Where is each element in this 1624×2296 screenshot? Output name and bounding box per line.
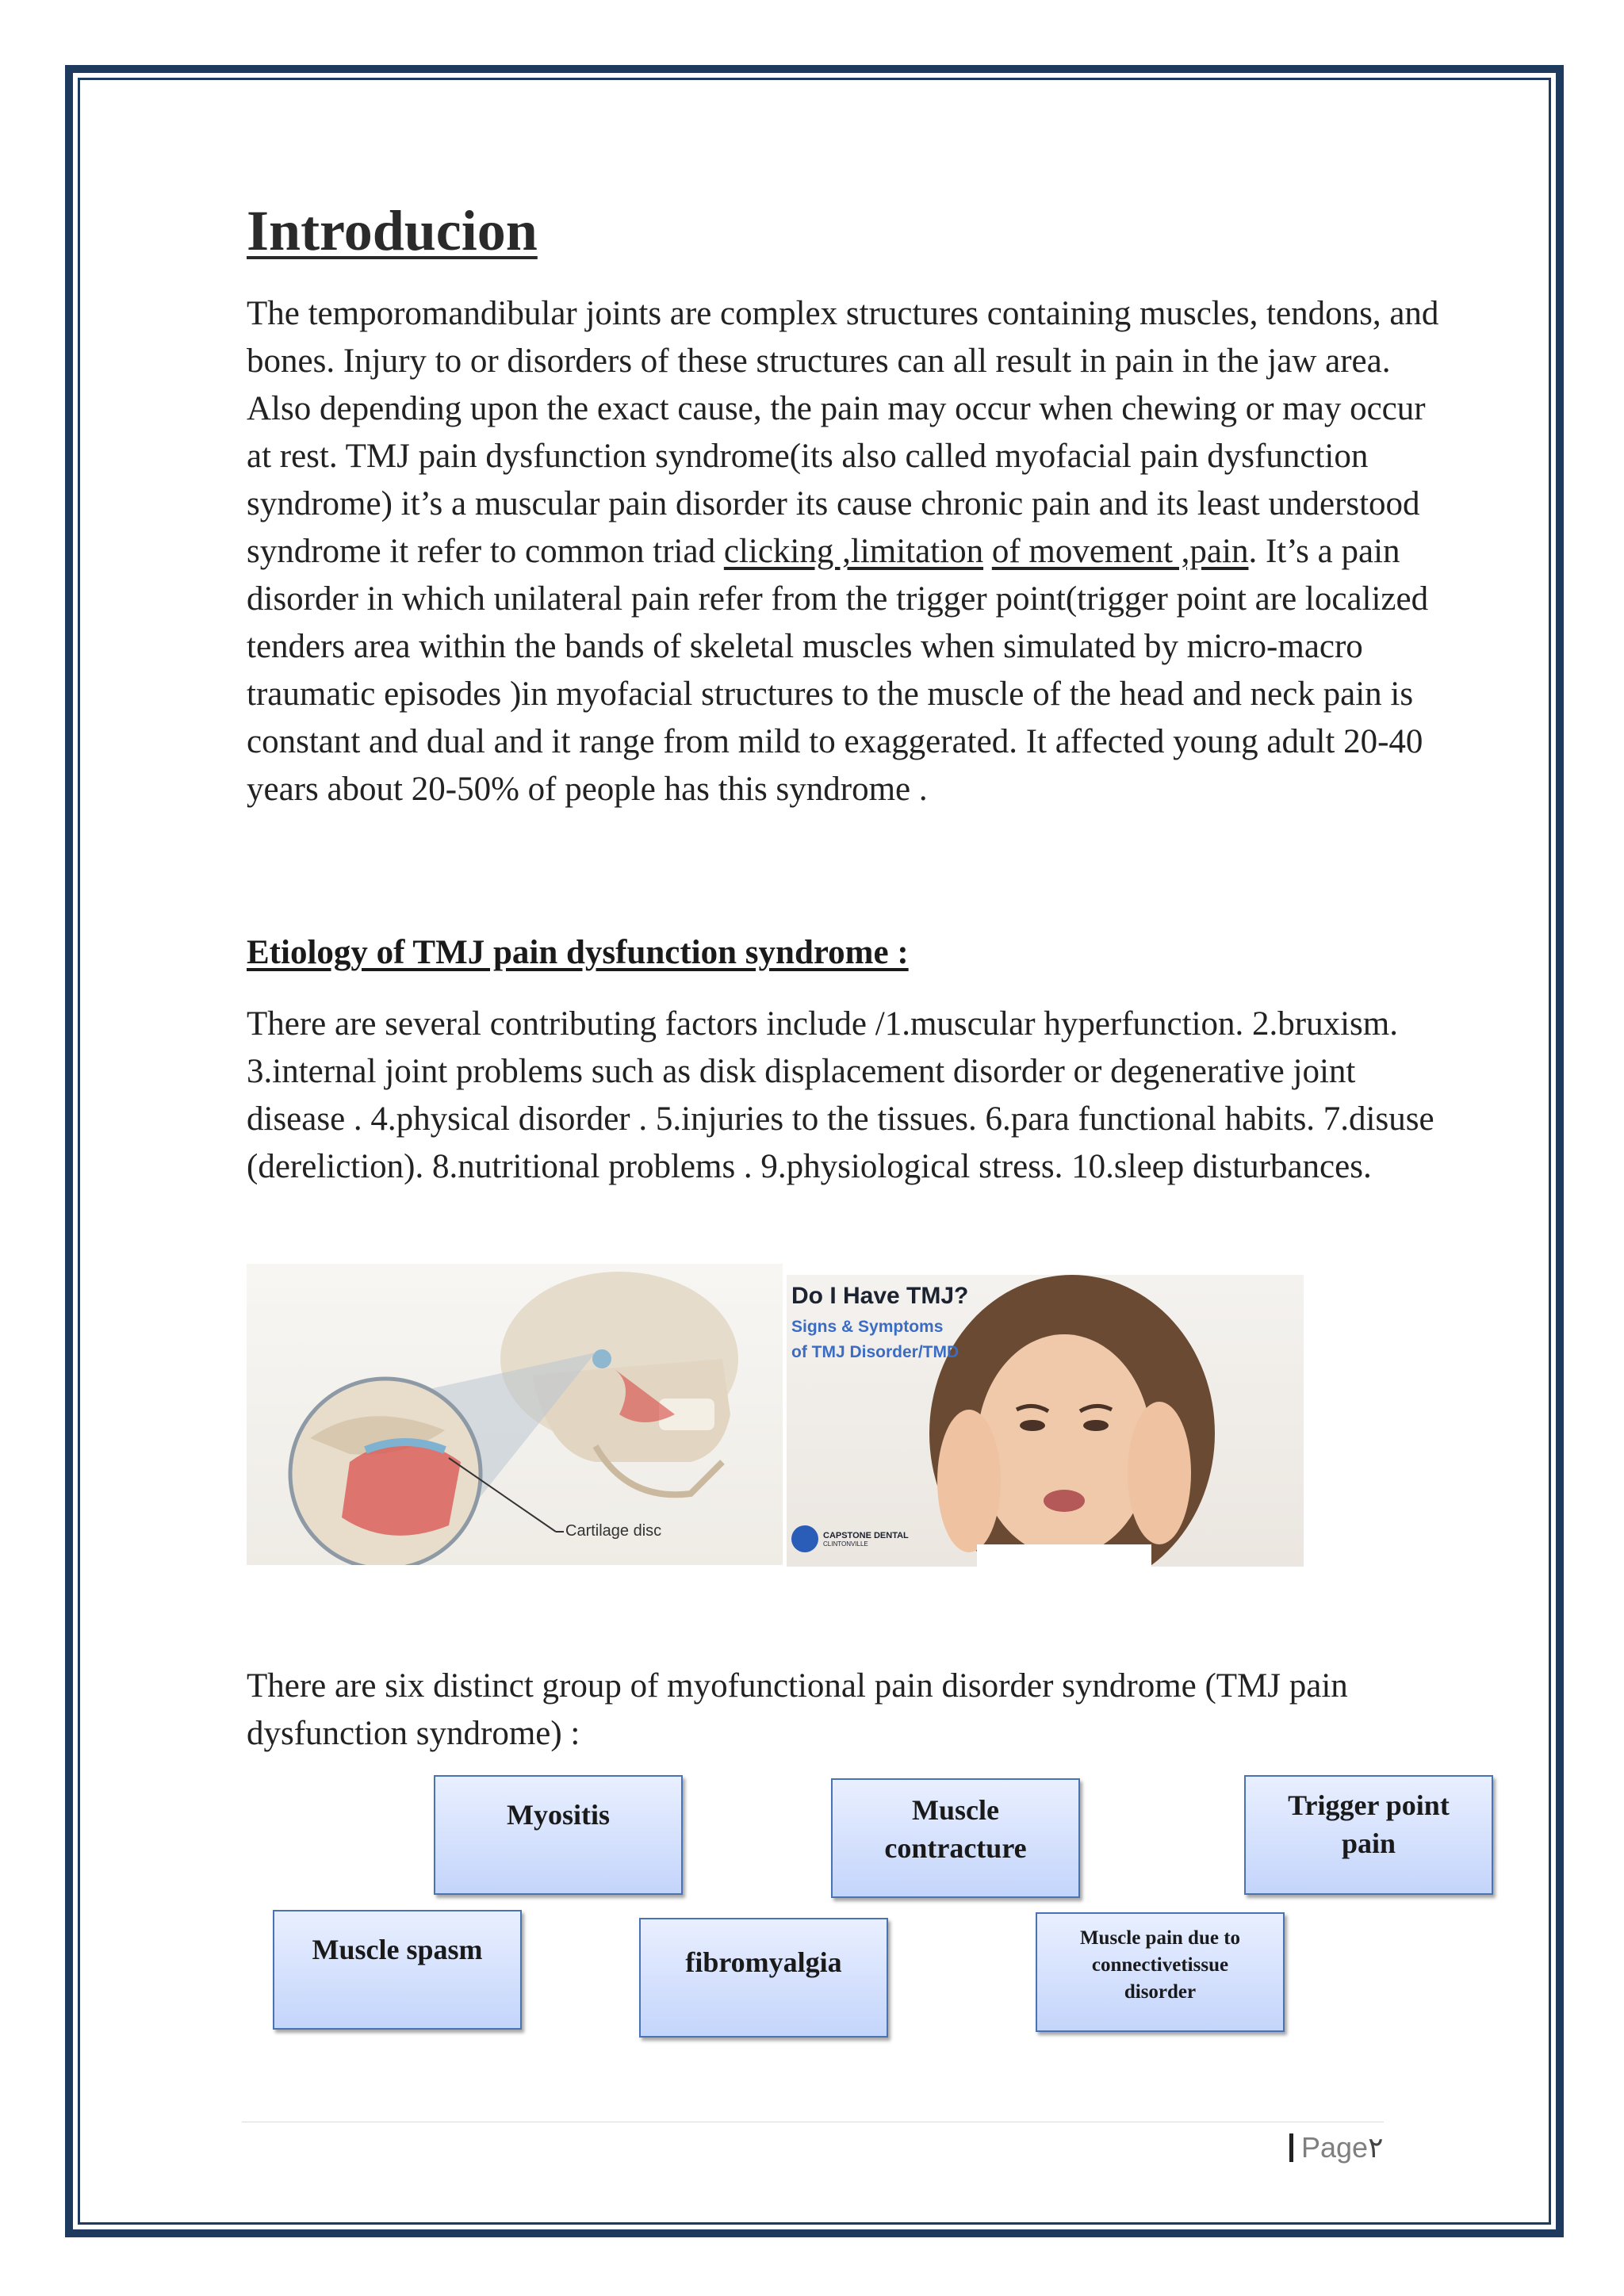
muscle-contracture-label-2: contracture [884,1832,1027,1864]
capstone-logo-icon [791,1525,818,1552]
connective-label-3: disorder [1124,1981,1197,2003]
tmj-symptoms-image [787,1275,1304,1567]
brand-name: CAPSTONE DENTAL [823,1530,909,1540]
myositis-box [434,1775,683,1895]
intro-underlined-2: of movement ,pain [991,533,1249,570]
page-number: ٢ [1368,2131,1384,2164]
cartilage-disc-caption: Cartilage disc [565,1522,662,1540]
etiology-heading: Etiology of TMJ pain dysfunction syndrome : [247,934,909,971]
connective-tissue-box [1036,1912,1285,2032]
muscle-spasm-box [273,1910,522,2030]
intro-text-start: The temporomandibular joints are complex structures containing muscles, tendons, and bones. Injury to or disorders of these structures can all result in pain in the jaw area. Also depending upon the exact cause, the pain may occur when chewing or may occur at rest. TMJ pain dysfunction syndrome(its also called myofacial pain dysfunction syndrome) it’s a muscular pain disorder its cause chronic pain and its least understood syndrome it refer to common triad [247,295,1439,570]
tmj-subtitle-1: Signs & Symptoms [791,1318,944,1336]
trigger-point-label-2: pain [1341,1827,1396,1859]
trigger-point-label-1: Trigger point [1288,1789,1450,1821]
etiology-paragraph: There are several contributing factors include /1.muscular hyperfunction. 2.bruxism. 3.internal joint problems such as disk displacement disorder or degenerative joint disease . 4.physical disorder . 5.injuries to the tissues. 6.para functional habits. 7.disuse (dereliction). 8.nutritional problems . 9.physiological stress. 10.sleep disturbances. [247,1005,1434,1185]
page-footer [1289,2131,1383,2164]
muscle-spasm-label: Muscle spasm [312,1934,483,1965]
footer-bar-icon [1289,2133,1293,2162]
intro-text-end: . It’s a pain disorder in which unilateral pain refer from the trigger point(trigger point are localized tenders area within the bands of skeletal muscles when simulated by micro-macro traumatic episodes )in myofacial structures to the muscle of the head and neck pain is constant and dual and it range from mild to exaggerated. It affected young adult 20-40 years about 20-50% of people has this syndrome . [247,533,1429,808]
intro-paragraph [247,290,1444,813]
muscle-contracture-label-1: Muscle [912,1794,999,1826]
tmj-subtitle-2: of TMJ Disorder/TMD [791,1343,959,1361]
groups-intro-paragraph: There are six distinct group of myofunctional pain disorder syndrome (TMJ pain dysfunction syndrome) : [247,1667,1348,1752]
connective-label-2: connectivetissue [1091,1954,1229,1976]
page-title: Introducion [247,199,538,262]
page-label: Page [1301,2131,1369,2164]
trigger-point-pain-box [1244,1775,1493,1895]
brand-location: CLINTONVILLE [823,1540,868,1548]
fibromyalgia-box [639,1918,888,2038]
capstone-dental-logo [791,1525,909,1552]
tmj-anatomy-illustration [247,1264,783,1565]
fibromyalgia-label: fibromyalgia [685,1946,842,1978]
connective-label-1: Muscle pain due to [1079,1927,1241,1949]
myositis-label: Myositis [507,1799,610,1831]
tmj-question-title: Do I Have TMJ? [791,1283,969,1309]
tmj-anatomy-image [247,1264,783,1565]
muscle-contracture-box [831,1778,1080,1898]
intro-gap [983,533,992,570]
intro-underlined-1: clicking ,limitation [723,533,984,570]
